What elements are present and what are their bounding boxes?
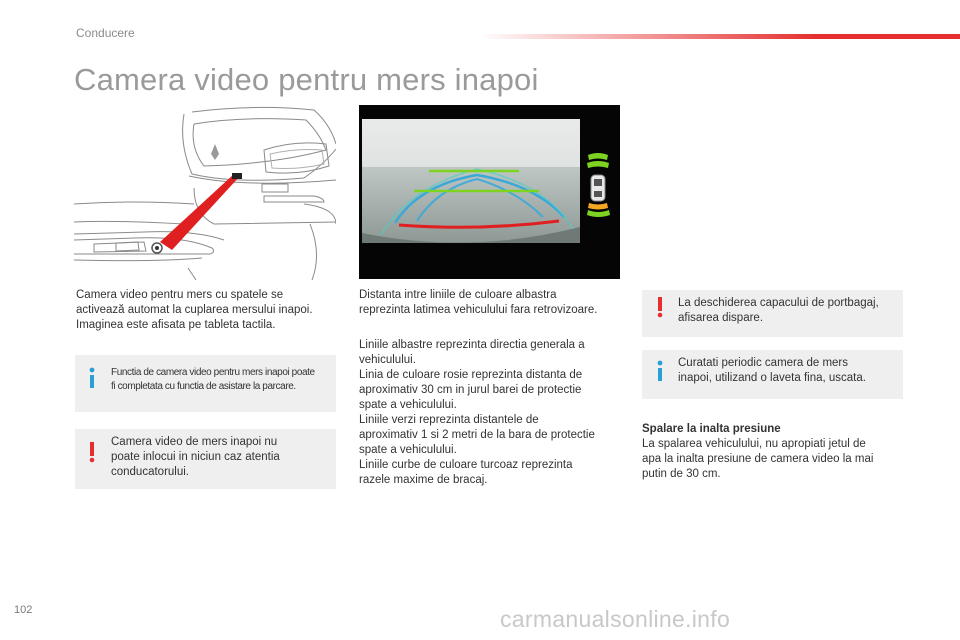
guide-lines-explanation: Liniile albastre reprezinta directia generala a vehiculului. Linia de culoare rosie reprezinta distanta de aproximativ 30 cm in jurul barei de protectie spate a vehiculului. Liniile verzi reprezinta distantele de aproximativ 1 si 2 metri de la bara de protectie spate a vehiculului. Liniile curbe de culoare turcoaz reprezinta razele maxime de bracaj. [359,339,595,486]
intro-text: Camera video pentru mers cu spatele se activează automat la cuplarea mersului inapoi. Imaginea este afisata pe tableta tactila. [76,289,313,331]
cleaning-note-text: Curatati periodic camera de mers inapoi, utilizand o laveta fina, uscata. [678,357,866,384]
header-rule [480,34,960,39]
watermark: carmanualsonline.info [500,606,731,632]
info-note-parking [75,355,336,412]
info-note-text: Functia de camera video pentru mers inapoi poate fi completata cu functia de asistare la parcare. [111,367,315,392]
exclamation-icon [87,441,97,463]
camera-screen-illustration [359,105,620,279]
exclamation-icon [655,296,665,318]
info-icon [87,367,97,389]
page-title: Camera video pentru mers inapoi [74,62,539,97]
rear-camera-illustration [74,104,336,280]
high-pressure-wash-heading: Spalare la inalta presiune [642,423,781,435]
tailgate-note-text: La deschiderea capacului de portbagaj, afisarea dispare. [678,297,879,324]
section-label: Conducere [76,26,135,40]
warning-note-tailgate [642,290,903,337]
warning-note-text: Camera video de mers inapoi nu poate inlocui in niciun caz atentia conducatorului. [111,436,280,478]
high-pressure-wash-section: Spalare la inalta presiune La spalarea vehiculului, nu apropiati jetul de apa la inalta presiune de camera video la mai putin de 30 cm. [642,422,912,482]
page-number: 102 [14,604,33,616]
info-note-cleaning [642,350,903,399]
lines-width-text: Distanta intre liniile de culoare albastra reprezinta latimea vehiculului fara retrovizoare. [359,289,598,316]
info-icon [655,360,665,382]
warning-note-attention [75,429,336,489]
